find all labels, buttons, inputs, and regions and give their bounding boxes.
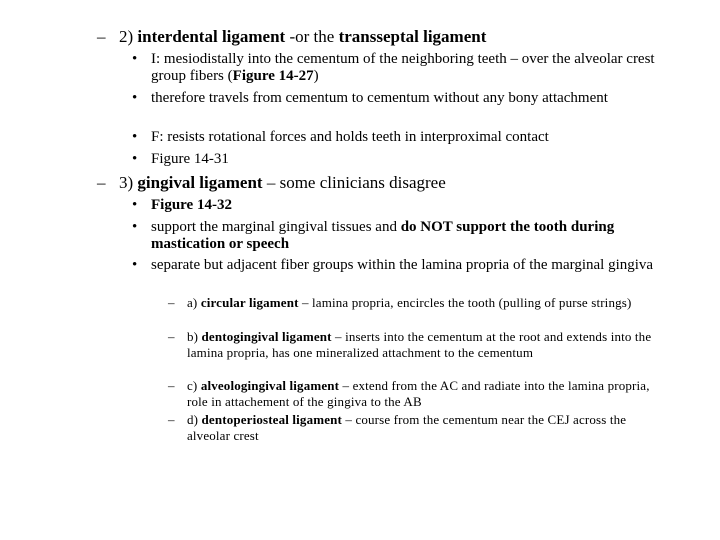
dash-marker: – bbox=[168, 412, 175, 427]
bullet-text: I: mesiodistally into the cementum of the neighboring teeth – over the alveolar crest group fibers ( bbox=[151, 51, 655, 84]
bullet-marker: • bbox=[132, 197, 138, 213]
section-2-term-gingival: gingival ligament bbox=[137, 173, 263, 192]
dash-marker: – bbox=[168, 378, 175, 393]
section-1-bullet-1: • I: mesiodistally into the cementum of the neighboring teeth – over the alveolar crest group fibers (Figure 14-27) bbox=[132, 51, 655, 84]
dash-marker: – bbox=[168, 329, 175, 344]
subitem-dentoperiosteal-ligament: – d) dentoperiosteal ligament – course from the cementum near the CEJ across the alveolar crest bbox=[168, 412, 627, 443]
figure-ref: Figure 14-27 bbox=[232, 67, 314, 84]
subitem-desc: – extend from the AC and radiate into the lamina propria, role in attachement of the gingiva to the AB bbox=[187, 378, 650, 409]
subitem-desc: – inserts into the cementum at the root and extends into the lamina propria, has one mineralized attachment to the cementum bbox=[187, 329, 652, 360]
bullet-text: Figure 14-31 bbox=[151, 151, 229, 167]
section-1-bullet-3 bbox=[132, 129, 672, 146]
section-1-number: 2) bbox=[119, 27, 134, 46]
section-2-bullet-3 bbox=[132, 257, 672, 274]
subitem-circular-ligament: – a) circular ligament – lamina propria, encircles the tooth (pulling of purse strings) bbox=[168, 295, 632, 310]
bullet-text: support the marginal gingival tissues and bbox=[151, 219, 401, 235]
section-2-number: 3) bbox=[119, 173, 134, 192]
section-1-connector: -or the bbox=[289, 27, 335, 46]
section-1-bullet-4 bbox=[132, 151, 672, 168]
section-2-bullet-1 bbox=[132, 197, 672, 214]
subitem-desc: – lamina propria, encircles the tooth (pulling of purse strings) bbox=[301, 295, 632, 310]
section-1-bullet-2 bbox=[132, 90, 672, 107]
subitem-desc: – course from the cementum near the CEJ across the alveolar crest bbox=[187, 412, 627, 443]
section-2-rest: – some clinicians disagree bbox=[266, 173, 446, 192]
subitem-term: alveologingival ligament bbox=[200, 378, 340, 393]
dash-marker: – bbox=[168, 295, 175, 310]
bullet-marker: • bbox=[132, 90, 138, 106]
subitem-term: dentoperiosteal ligament bbox=[201, 412, 342, 427]
bullet-text: separate but adjacent fiber groups within the lamina propria of the marginal gingiva bbox=[151, 257, 654, 273]
dash-marker: – bbox=[97, 27, 106, 46]
section-1-term-interdental: interdental ligament bbox=[137, 27, 286, 46]
bullet-marker: • bbox=[132, 129, 138, 145]
bullet-marker: • bbox=[132, 219, 138, 235]
figure-ref: Figure 14-32 bbox=[151, 197, 232, 213]
section-1-term-transseptal: transseptal ligament bbox=[338, 27, 487, 46]
bullet-emphasis: do NOT support the tooth during mastication or speech bbox=[151, 219, 615, 252]
dash-marker: – bbox=[97, 173, 106, 192]
subitem-term: dentogingival ligament bbox=[201, 329, 332, 344]
subitem-alveologingival-ligament: – c) alveologingival ligament – extend from the AC and radiate into the lamina propria, role in attachement of the gingiva to the AB bbox=[168, 378, 650, 409]
section-2-bullet-2 bbox=[132, 219, 672, 252]
bullet-marker: • bbox=[132, 151, 138, 167]
bullet-text: therefore travels from cementum to cementum without any bony attachment bbox=[151, 90, 608, 106]
subitem-term: circular ligament bbox=[200, 295, 299, 310]
bullet-text: F: resists rotational forces and holds teeth in interproximal contact bbox=[151, 129, 549, 145]
bullet-marker: • bbox=[132, 51, 138, 67]
subitem-dentogingival-ligament: – b) dentogingival ligament – inserts into the cementum at the root and extends into the lamina propria, has one mineralized attachment to the cementum bbox=[168, 329, 652, 360]
bullet-marker: • bbox=[132, 257, 138, 273]
